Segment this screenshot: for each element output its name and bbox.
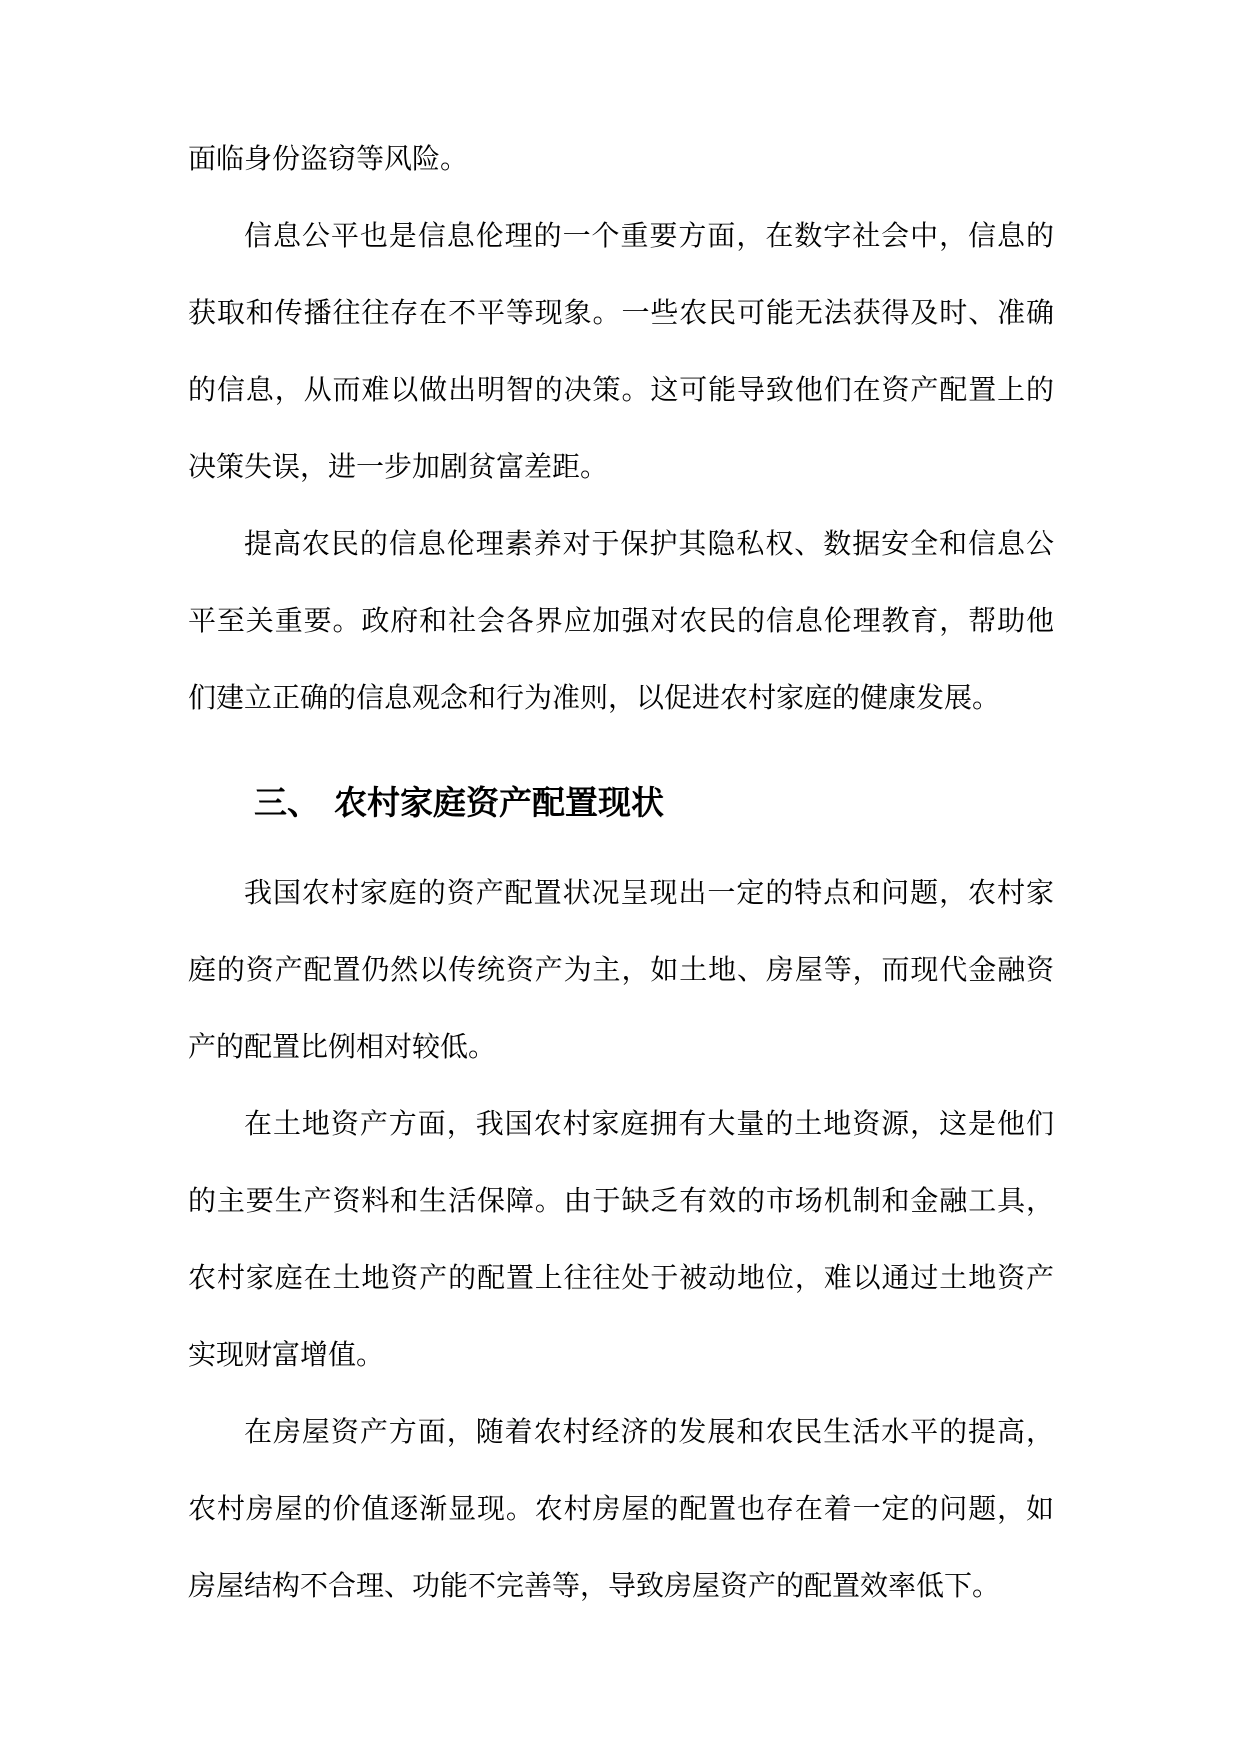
paragraph-information-fairness: 信息公平也是信息伦理的一个重要方面，在数字社会中，信息的获取和传播往往存在不平等现象。一些农民可能无法获得及时、准确的信息，从而难以做出明智的决策。这可能导致他们在资产配置上的决策失误，进一步加剧贫富差距。 — [188, 221, 1054, 483]
paragraph-housing-assets: 在房屋资产方面，随着农村经济的发展和农民生活水平的提高，农村房屋的价值逐渐显现。农村房屋的配置也存在着一定的问题，如房屋结构不合理、功能不完善等，导致房屋资产的配置效率低下。 — [188, 1417, 1054, 1602]
section-title: 农村家庭资产配置现状 — [334, 786, 664, 822]
section-number: 三、 — [254, 786, 320, 822]
paragraph-information-ethics-education: 提高农民的信息伦理素养对于保护其隐私权、数据安全和信息公平至关重要。政府和社会各界应加强对农民的信息伦理教育，帮助他们建立正确的信息观念和行为准则，以促进农村家庭的健康发展。 — [188, 529, 1054, 714]
paragraph-risk-continuation: 面临身份盗窃等风险。 — [188, 144, 469, 175]
paragraph-land-assets: 在土地资产方面，我国农村家庭拥有大量的土地资源，这是他们的主要生产资料和生活保障。由于缺乏有效的市场机制和金融工具，农村家庭在土地资产的配置上往往处于被动地位，难以通过土地资产实现财富增值。 — [188, 1109, 1054, 1371]
paragraph-asset-allocation-overview: 我国农村家庭的资产配置状况呈现出一定的特点和问题，农村家庭的资产配置仍然以传统资产为主，如土地、房屋等，而现代金融资产的配置比例相对较低。 — [188, 878, 1054, 1063]
section-heading — [188, 766, 1054, 843]
